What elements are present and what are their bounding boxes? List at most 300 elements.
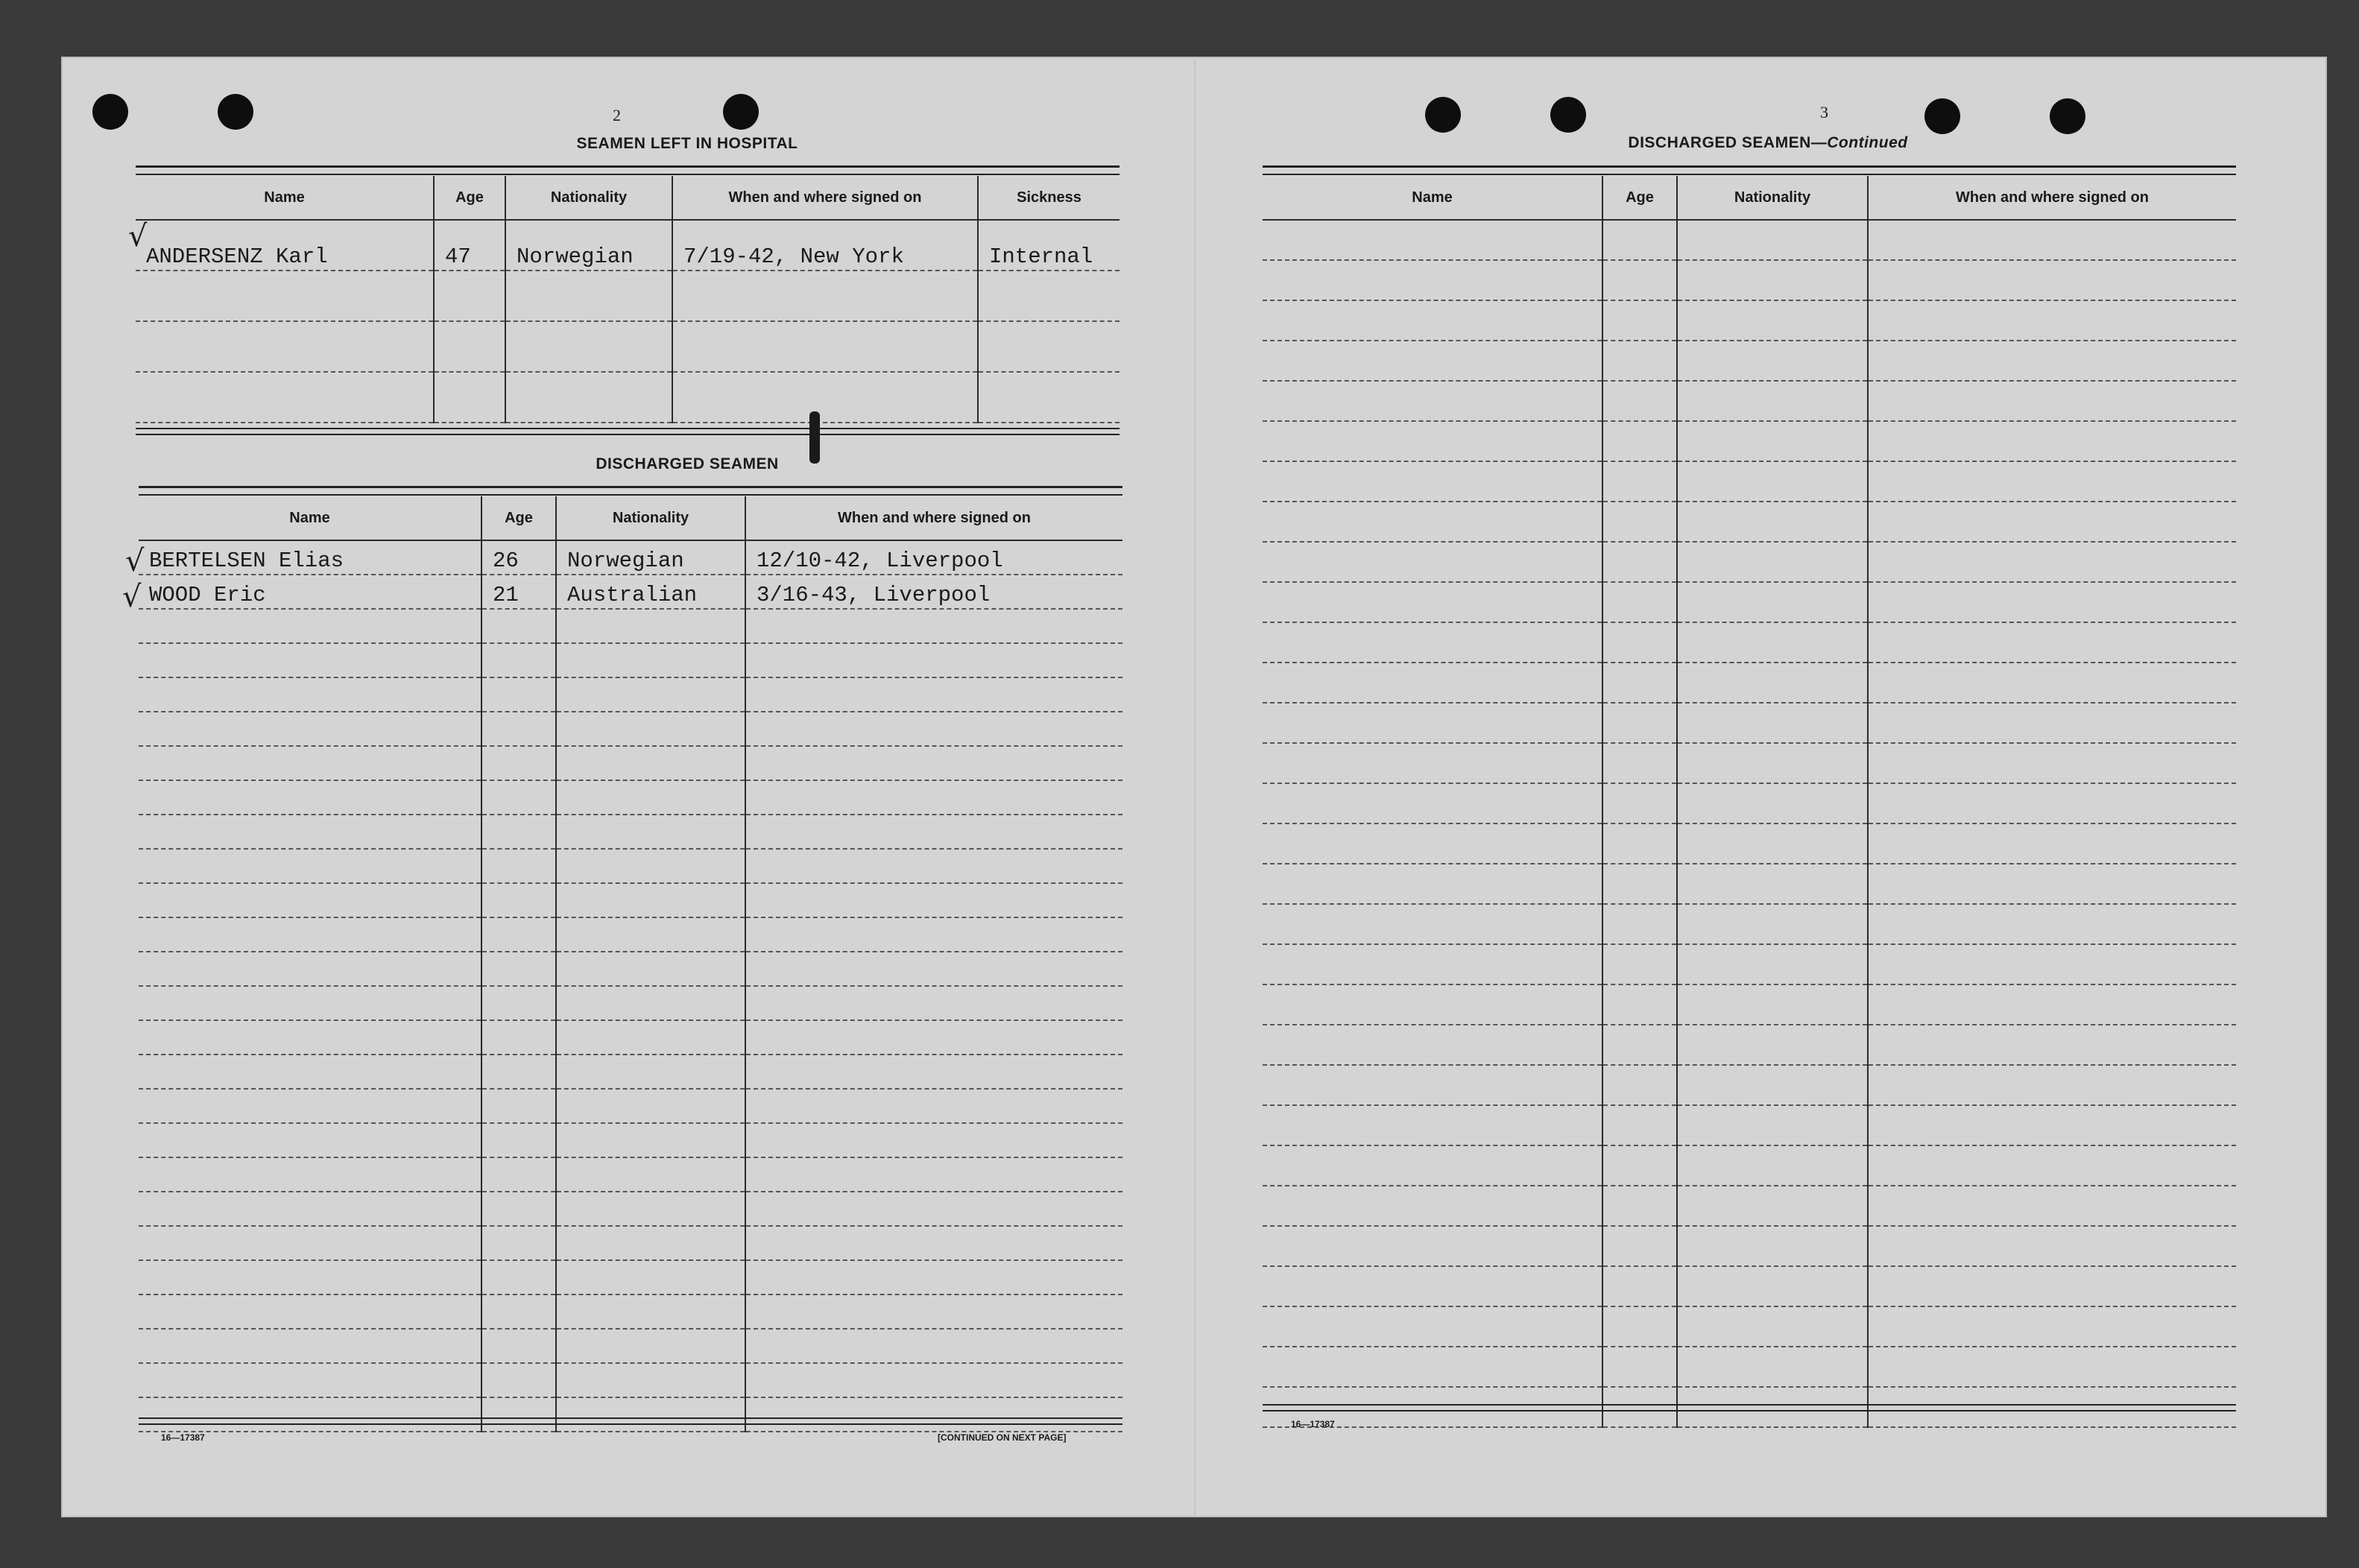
- table-row: [139, 643, 1122, 677]
- table-cell: [745, 1260, 1122, 1294]
- table-cell: [139, 746, 481, 780]
- table-cell: [481, 1192, 556, 1226]
- table-cell: [745, 986, 1122, 1020]
- table-cell: [1868, 1226, 2236, 1266]
- table-cell: [481, 1294, 556, 1329]
- table-cell: [139, 677, 481, 712]
- table-cell: [139, 1363, 481, 1397]
- table-row: [1263, 944, 2236, 984]
- table-cell: Australian: [556, 575, 745, 609]
- table-cell: 7/19-42, New York: [672, 220, 978, 271]
- table-cell: [1602, 300, 1677, 341]
- table-cell: [1868, 622, 2236, 663]
- title-sub: —Continued: [1810, 134, 1908, 151]
- table-cell: [481, 1226, 556, 1260]
- table-cell: [1602, 381, 1677, 421]
- table-row: [1263, 1347, 2236, 1387]
- table-cell: [556, 1363, 745, 1397]
- table-cell: [139, 1397, 481, 1432]
- table-cell: [1868, 743, 2236, 783]
- table-row: [139, 986, 1122, 1020]
- page-number: 3: [1820, 103, 1828, 121]
- table-row: [139, 540, 1122, 575]
- table-cell: [1602, 1347, 1677, 1387]
- table-cell: [139, 780, 481, 815]
- table-row: [1263, 260, 2236, 300]
- table-row: [1263, 220, 2236, 260]
- table-cell: [1602, 461, 1677, 502]
- hospital-table: [136, 176, 1120, 423]
- table-cell: [505, 271, 672, 321]
- table-cell: 12/10-42, Liverpool: [745, 540, 1122, 575]
- table-row: [139, 677, 1122, 712]
- table-cell: [556, 1226, 745, 1260]
- table-cell: [136, 321, 434, 372]
- table-cell: [556, 952, 745, 986]
- table-cell: [1602, 864, 1677, 904]
- table-cell: [481, 1055, 556, 1089]
- table-cell: [505, 372, 672, 423]
- table-row: [1263, 341, 2236, 381]
- column-header: Name: [136, 176, 434, 220]
- table-cell: [745, 1329, 1122, 1363]
- form-code: 16—17387: [1291, 1419, 1335, 1429]
- table-cell: [1263, 944, 1602, 984]
- table-cell: [745, 1157, 1122, 1192]
- table-cell: [1263, 260, 1602, 300]
- table-row: [139, 815, 1122, 849]
- table-cell: [556, 1260, 745, 1294]
- table-row: [1263, 663, 2236, 703]
- table-cell: [481, 1329, 556, 1363]
- table-row: [1263, 461, 2236, 502]
- table-cell: [1677, 783, 1868, 823]
- table-cell: [1263, 220, 1602, 260]
- column-header: Sickness: [978, 176, 1120, 220]
- table-cell: [556, 1397, 745, 1432]
- column-header: Name: [1263, 176, 1602, 220]
- table-cell: [1602, 1105, 1677, 1145]
- column-header: Name: [139, 496, 481, 540]
- table-cell: [1263, 1306, 1602, 1347]
- table-row: [136, 321, 1120, 372]
- table-cell: [556, 1157, 745, 1192]
- table-cell: [1263, 783, 1602, 823]
- table-cell: [745, 746, 1122, 780]
- table-cell: [139, 1020, 481, 1055]
- table-cell: [139, 1123, 481, 1157]
- table-cell: [745, 917, 1122, 952]
- table-cell: [139, 849, 481, 883]
- column-header: Age: [1602, 176, 1677, 220]
- table-cell: [1868, 1105, 2236, 1145]
- table-row: [139, 1157, 1122, 1192]
- table-cell: [481, 677, 556, 712]
- top-rule: [136, 165, 1120, 175]
- table-cell: [556, 746, 745, 780]
- table-cell: [1263, 461, 1602, 502]
- table-cell: [1602, 743, 1677, 783]
- table-header-row: [1263, 176, 2236, 220]
- table-cell: [1263, 421, 1602, 461]
- table-cell: [1677, 904, 1868, 944]
- table-cell: [434, 271, 505, 321]
- table-cell: [139, 643, 481, 677]
- table-cell: [1602, 703, 1677, 743]
- table-cell: [745, 1397, 1122, 1432]
- table-cell: BERTELSEN Elias: [139, 540, 481, 575]
- table-cell: [505, 321, 672, 372]
- table-row: [1263, 783, 2236, 823]
- table-cell: [1677, 743, 1868, 783]
- table-cell: [556, 780, 745, 815]
- table-row: [1263, 1145, 2236, 1186]
- table-cell: WOOD Eric: [139, 575, 481, 609]
- table-cell: [1868, 582, 2236, 622]
- table-cell: [1677, 703, 1868, 743]
- table-cell: [1263, 984, 1602, 1025]
- table-cell: [1868, 904, 2236, 944]
- table-header-row: [136, 176, 1120, 220]
- table-cell: [481, 1123, 556, 1157]
- table-cell: [1868, 1025, 2236, 1065]
- right-page: [1194, 57, 2327, 1517]
- table-row: [139, 883, 1122, 917]
- table-cell: [745, 1192, 1122, 1226]
- form-code: 16—17387: [161, 1432, 205, 1443]
- table-cell: [1263, 823, 1602, 864]
- table-cell: [1602, 260, 1677, 300]
- table-cell: [745, 849, 1122, 883]
- table-cell: [481, 952, 556, 986]
- table-cell: [1263, 663, 1602, 703]
- table-cell: [1868, 984, 2236, 1025]
- table-cell: [434, 321, 505, 372]
- table-cell: [1868, 421, 2236, 461]
- table-cell: [1868, 1266, 2236, 1306]
- table-row: [1263, 622, 2236, 663]
- table-row: [139, 746, 1122, 780]
- table-row: [1263, 1226, 2236, 1266]
- table-cell: [139, 1089, 481, 1123]
- table-cell: [1602, 823, 1677, 864]
- table-cell: [1677, 461, 1868, 502]
- table-cell: [481, 1020, 556, 1055]
- table-cell: [139, 917, 481, 952]
- table-cell: [1868, 1145, 2236, 1186]
- table-row: [139, 1397, 1122, 1432]
- table-cell: [481, 883, 556, 917]
- table-cell: [1602, 542, 1677, 582]
- table-row: [139, 1329, 1122, 1363]
- table-cell: Norwegian: [505, 220, 672, 271]
- table-row: [1263, 904, 2236, 944]
- table-cell: [1263, 381, 1602, 421]
- column-header: Age: [434, 176, 505, 220]
- table-cell: [745, 815, 1122, 849]
- table-cell: [1677, 984, 1868, 1025]
- table-cell: [1602, 1065, 1677, 1105]
- table-cell: [481, 1089, 556, 1123]
- checkmark: √: [122, 580, 142, 614]
- table-cell: [139, 986, 481, 1020]
- table-cell: [1677, 260, 1868, 300]
- table-cell: [1677, 582, 1868, 622]
- top-rule: [139, 486, 1122, 496]
- discharged-continued-title: [1552, 134, 1984, 152]
- table-cell: [1677, 381, 1868, 421]
- table-header-row: [139, 496, 1122, 540]
- table-cell: [1868, 260, 2236, 300]
- table-row: [139, 1226, 1122, 1260]
- table-cell: [139, 1329, 481, 1363]
- table-cell: 26: [481, 540, 556, 575]
- table-cell: [1677, 1025, 1868, 1065]
- table-row: [1263, 743, 2236, 783]
- table-cell: [745, 1055, 1122, 1089]
- table-cell: 3/16-43, Liverpool: [745, 575, 1122, 609]
- column-header: When and where signed on: [745, 496, 1122, 540]
- table-cell: [1868, 461, 2236, 502]
- table-cell: [745, 952, 1122, 986]
- discharged-table: [139, 496, 1122, 1432]
- table-cell: [556, 1089, 745, 1123]
- table-cell: [1677, 864, 1868, 904]
- table-row: [139, 1363, 1122, 1397]
- table-cell: [1868, 823, 2236, 864]
- table-cell: ANDERSENZ Karl: [136, 220, 434, 271]
- table-row: [1263, 582, 2236, 622]
- table-cell: [481, 1363, 556, 1397]
- table-cell: [1868, 1065, 2236, 1105]
- table-cell: [745, 712, 1122, 746]
- table-cell: [1263, 341, 1602, 381]
- table-cell: [1868, 220, 2236, 260]
- table-cell: [1677, 1226, 1868, 1266]
- table-cell: [1263, 622, 1602, 663]
- table-cell: [481, 917, 556, 952]
- bottom-rule: [1263, 1404, 2236, 1411]
- table-cell: [1602, 1186, 1677, 1226]
- table-cell: [745, 1089, 1122, 1123]
- table-row: [139, 952, 1122, 986]
- table-row: [1263, 421, 2236, 461]
- table-cell: [1677, 1186, 1868, 1226]
- table-cell: [481, 1157, 556, 1192]
- table-row: [139, 1192, 1122, 1226]
- table-cell: [1602, 1145, 1677, 1186]
- table-cell: [139, 1157, 481, 1192]
- table-row: [1263, 984, 2236, 1025]
- table-cell: [1602, 502, 1677, 542]
- table-cell: [1602, 622, 1677, 663]
- checkmark: √: [128, 219, 148, 253]
- table-cell: 21: [481, 575, 556, 609]
- table-cell: [745, 609, 1122, 643]
- table-row: [1263, 381, 2236, 421]
- table-cell: [1602, 341, 1677, 381]
- table-row: [139, 849, 1122, 883]
- table-cell: [1602, 1266, 1677, 1306]
- table-row: [1263, 1105, 2236, 1145]
- table-cell: [1263, 1025, 1602, 1065]
- table-cell: [556, 883, 745, 917]
- table-cell: [745, 1294, 1122, 1329]
- table-row: [1263, 1306, 2236, 1347]
- table-row: [139, 1260, 1122, 1294]
- left-page: [61, 57, 1194, 1517]
- table-row: [139, 575, 1122, 609]
- column-header: Nationality: [556, 496, 745, 540]
- table-cell: [1263, 1065, 1602, 1105]
- table-row: [1263, 1186, 2236, 1226]
- table-cell: [556, 917, 745, 952]
- table-cell: [1868, 341, 2236, 381]
- table-row: [139, 1123, 1122, 1157]
- table-cell: [1602, 421, 1677, 461]
- table-cell: [434, 372, 505, 423]
- table-cell: [139, 815, 481, 849]
- table-cell: [556, 643, 745, 677]
- table-cell: [1868, 542, 2236, 582]
- table-cell: [556, 1055, 745, 1089]
- discharged-section-title: DISCHARGED SEAMEN: [596, 455, 779, 472]
- table-cell: [139, 712, 481, 746]
- table-cell: [1263, 703, 1602, 743]
- table-row: [1263, 502, 2236, 542]
- table-cell: [556, 1192, 745, 1226]
- table-cell: [1677, 341, 1868, 381]
- table-cell: [139, 609, 481, 643]
- table-cell: [1263, 1266, 1602, 1306]
- table-row: [136, 271, 1120, 321]
- table-cell: [1677, 1347, 1868, 1387]
- table-row: [139, 609, 1122, 643]
- table-row: [139, 1055, 1122, 1089]
- table-cell: [1868, 864, 2236, 904]
- table-cell: [1263, 542, 1602, 582]
- table-cell: [672, 271, 978, 321]
- table-cell: [1868, 1347, 2236, 1387]
- table-cell: [556, 1329, 745, 1363]
- table-cell: [1868, 1306, 2236, 1347]
- table-cell: [745, 1123, 1122, 1157]
- table-cell: [481, 746, 556, 780]
- table-cell: [1677, 220, 1868, 260]
- table-cell: [136, 372, 434, 423]
- table-cell: [1263, 864, 1602, 904]
- table-cell: [139, 1192, 481, 1226]
- table-cell: [556, 712, 745, 746]
- table-cell: [1677, 1306, 1868, 1347]
- column-header: When and where signed on: [1868, 176, 2236, 220]
- table-cell: [1677, 542, 1868, 582]
- table-cell: [745, 677, 1122, 712]
- table-cell: [481, 815, 556, 849]
- table-cell: Norwegian: [556, 540, 745, 575]
- column-header: When and where signed on: [672, 176, 978, 220]
- table-cell: [745, 643, 1122, 677]
- table-cell: [139, 1294, 481, 1329]
- table-row: [1263, 823, 2236, 864]
- table-cell: [745, 780, 1122, 815]
- table-row: [139, 917, 1122, 952]
- table-cell: [1602, 1226, 1677, 1266]
- table-cell: [1263, 1105, 1602, 1145]
- table-cell: [1868, 381, 2236, 421]
- table-cell: [556, 609, 745, 643]
- discharged-continued-table: [1263, 176, 2236, 1428]
- table-cell: [1677, 1266, 1868, 1306]
- table-cell: [1263, 502, 1602, 542]
- table-cell: [1263, 582, 1602, 622]
- table-cell: [139, 1055, 481, 1089]
- table-cell: [481, 643, 556, 677]
- table-cell: [481, 1397, 556, 1432]
- table-cell: [139, 1260, 481, 1294]
- column-header: Age: [481, 496, 556, 540]
- table-cell: [978, 321, 1120, 372]
- table-row: [1263, 300, 2236, 341]
- table-cell: [556, 1294, 745, 1329]
- table-row: [1263, 864, 2236, 904]
- bottom-rule: [136, 428, 1120, 435]
- table-cell: [1868, 1186, 2236, 1226]
- table-cell: [1263, 1226, 1602, 1266]
- table-row: [1263, 542, 2236, 582]
- table-row: [136, 220, 1120, 271]
- table-cell: [1868, 703, 2236, 743]
- table-cell: [1602, 663, 1677, 703]
- table-cell: [556, 815, 745, 849]
- table-row: [139, 712, 1122, 746]
- table-cell: [745, 1363, 1122, 1397]
- table-cell: [136, 271, 434, 321]
- table-cell: [1677, 1145, 1868, 1186]
- table-cell: [1868, 944, 2236, 984]
- table-cell: [1868, 663, 2236, 703]
- table-cell: [1602, 783, 1677, 823]
- table-cell: [745, 1020, 1122, 1055]
- table-cell: [1868, 300, 2236, 341]
- column-header: Nationality: [505, 176, 672, 220]
- hospital-section-title: SEAMEN LEFT IN HOSPITAL: [576, 135, 798, 152]
- table-cell: [672, 321, 978, 372]
- table-cell: [745, 1226, 1122, 1260]
- table-cell: [556, 677, 745, 712]
- title-main: DISCHARGED SEAMEN: [1628, 134, 1811, 151]
- table-row: [139, 1089, 1122, 1123]
- table-cell: [1263, 1145, 1602, 1186]
- table-cell: [1677, 622, 1868, 663]
- table-cell: [139, 883, 481, 917]
- table-cell: [556, 849, 745, 883]
- table-cell: [556, 1020, 745, 1055]
- top-rule: [1263, 165, 2236, 175]
- table-cell: [1263, 904, 1602, 944]
- table-cell: [1677, 1065, 1868, 1105]
- table-cell: 47: [434, 220, 505, 271]
- table-cell: [1602, 1306, 1677, 1347]
- table-row: [1263, 1025, 2236, 1065]
- table-cell: [1263, 300, 1602, 341]
- bottom-rule: [139, 1417, 1122, 1425]
- table-cell: [139, 1226, 481, 1260]
- table-cell: [1677, 300, 1868, 341]
- column-header: Nationality: [1677, 176, 1868, 220]
- table-cell: [556, 1123, 745, 1157]
- table-cell: [672, 372, 978, 423]
